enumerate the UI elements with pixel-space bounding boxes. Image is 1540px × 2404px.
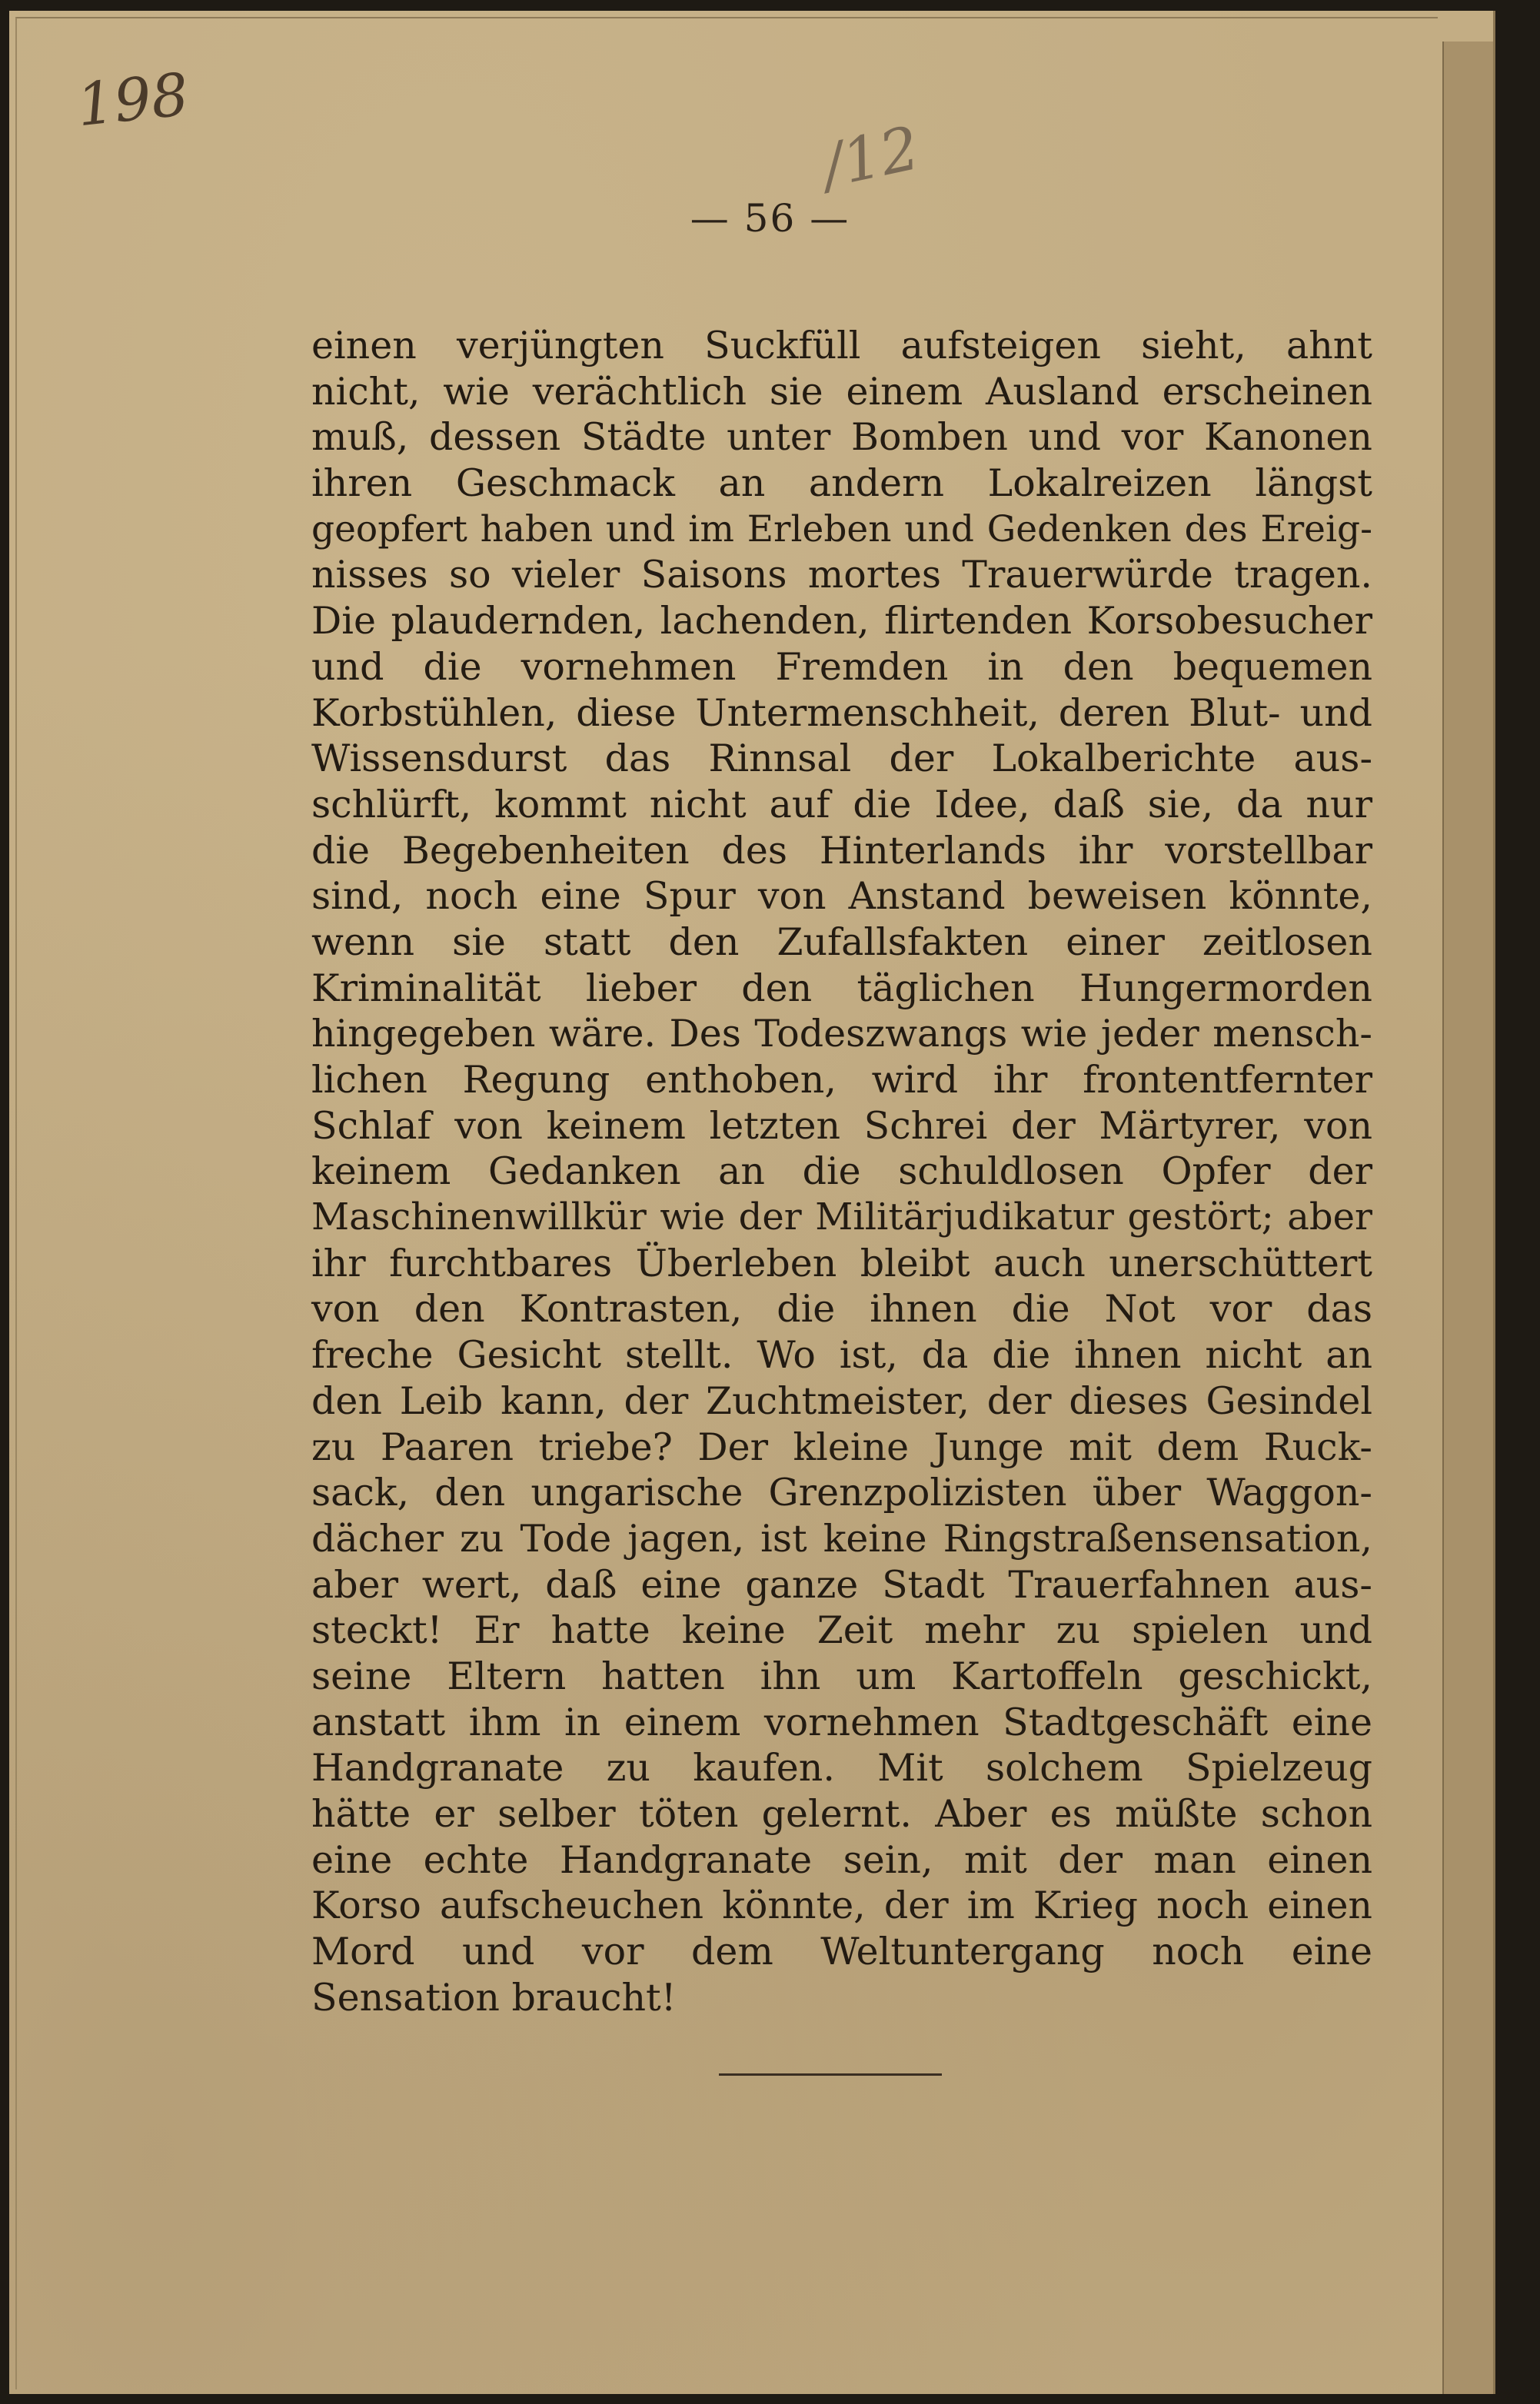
text-line: dächer zu Tode jagen, ist keine Ringstraßensensation, (311, 1516, 1372, 1561)
text-line: ihr furchtbares Überleben bleibt auch unerschüttert (311, 1241, 1372, 1285)
text-line: hingegeben wäre. Des Todeszwangs wie jeder mensch- (311, 1012, 1372, 1056)
text-line: Kriminalität lieber den täglichen Hungermorden (311, 966, 1372, 1010)
text-line: zu Paaren triebe? Der kleine Junge mit dem Ruck- (311, 1425, 1372, 1469)
text-line: Sensation braucht! (311, 1975, 677, 2020)
body-text (311, 323, 1372, 2020)
page-edge (1442, 42, 1493, 2394)
text-line: einen verjüngten Suckfüll aufsteigen sieht, ahnt (311, 324, 1372, 367)
text-line: seine Eltern hatten ihn um Kartoffeln geschickt, (311, 1654, 1372, 1698)
text-line: Maschinenwillkür wie der Militärjudikatur gestört; aber (311, 1195, 1372, 1239)
text-line: lichen Regung enthoben, wird ihr frontentfernter (311, 1058, 1372, 1102)
text-line: aber wert, daß eine ganze Stadt Trauerfahnen aus- (311, 1562, 1372, 1607)
text-line: Mord und vor dem Weltuntergang noch eine (311, 1930, 1372, 1974)
page-number: — 56 — (690, 196, 850, 241)
section-divider (719, 2073, 942, 2076)
text-line: Handgranate zu kaufen. Mit solchem Spielzeug (311, 1746, 1372, 1791)
text-line: Korbstühlen, diese Untermenschheit, deren Blut- und (311, 690, 1372, 735)
text-line: sack, den ungarische Grenzpolizisten über Waggon- (311, 1471, 1372, 1515)
handwritten-folio-number: 198 (73, 59, 192, 140)
text-line: Schlaf von keinem letzten Schrei der Märtyrer, von (311, 1103, 1372, 1148)
text-line: anstatt ihm in einem vornehmen Stadtgeschäft eine (311, 1700, 1372, 1744)
text-line: die Begebenheiten des Hinterlands ihr vorstellbar (311, 828, 1372, 873)
handwritten-pencil-mark: /12 (817, 113, 926, 202)
text-line: sind, noch eine Spur von Anstand beweisen könnte, (311, 874, 1372, 919)
text-line: ihren Geschmack an andern Lokalreizen längst (311, 461, 1372, 506)
text-line: hätte er selber töten gelernt. Aber es müßte schon (311, 1792, 1372, 1836)
text-line: keinem Gedanken an die schuldlosen Opfer der (311, 1149, 1372, 1194)
text-line: muß, dessen Städte unter Bomben und vor Kanonen (311, 415, 1372, 460)
text-line: geopfert haben und im Erleben und Gedenken des Ereig- (311, 507, 1372, 550)
text-line: wenn sie statt den Zufallsfakten einer zeitlosen (311, 919, 1372, 964)
text-line: nisses so vieler Saisons mortes Trauerwürde tragen. (311, 553, 1372, 597)
text-line: und die vornehmen Fremden in den bequemen (311, 644, 1372, 689)
text-line: nicht, wie verächtlich sie einem Ausland erscheinen (311, 369, 1372, 414)
text-line: den Leib kann, der Zuchtmeister, der dieses Gesindel (311, 1378, 1372, 1423)
text-line: eine echte Handgranate sein, mit der man einen (311, 1837, 1372, 1882)
text-line: steckt! Er hatte keine Zeit mehr zu spielen und (311, 1608, 1372, 1653)
text-line: Wissensdurst das Rinnsal der Lokalberichte aus- (311, 736, 1372, 781)
text-line: von den Kontrasten, die ihnen die Not vor das (311, 1287, 1372, 1332)
text-line: freche Gesicht stellt. Wo ist, da die ihnen nicht an (311, 1333, 1372, 1378)
text-line: schlürft, kommt nicht auf die Idee, daß sie, da nur (311, 782, 1372, 826)
text-line: Die plaudernden, lachenden, flirtenden Korsobesucher (311, 599, 1372, 643)
text-line: Korso aufscheuchen könnte, der im Krieg noch einen (311, 1884, 1372, 1928)
